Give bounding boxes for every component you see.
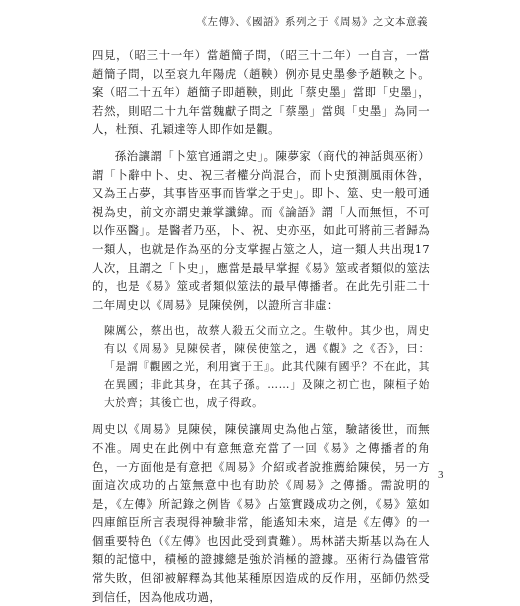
main-text [92, 46, 430, 606]
paragraph-2: 孫治讓謂「卜筮官通謂之史」。陳夢家（商代的神話與巫術）謂「卜辭中卜、史、祝三者權分尚混合，而卜史預測風雨休咎，又為王占夢，其事皆巫事而皆掌之于史」。即卜、筮、史一般可通視為史，前文亦謂史兼掌讖緯。而《論語》謂「人而無恒，不可以作巫醫」。是醫者乃巫，卜、祝、史亦巫，如此可將前三者歸為一類人，也就是作為巫的分支掌握占筮之人，這一類人共出現17人次，且謂之「卜史」，應當是最早掌握《易》筮或者類似的筮法的，也是《易》筮或者類似筮法的最早傳播者。在此先引莊二十二年周史以《周易》見陳侯例，以證所言非虛： [92, 148, 430, 312]
paragraph-3: 周史以《周易》見陳侯，陳侯讓周史為他占筮，驗諸後世，而無不准。周史在此例中有意無意充當了一回《易》之傳播者的角色，一方面他是有意把《周易》介紹或者說推薦給陳侯，另一方面這次成功的占筮無意中也有助於《周易》之傳播。需說明的是，《左傳》所記錄之例皆《易》占筮實踐成功之例，《易》筮如四庫館臣所言表現得神驗非常，能遙知未來，這是《左傳》的一個重要特色（《左傳》也因此受到責難）。馬林諾夫斯基以為在人類的記憶中，積極的證據總是強於消極的證據。巫術行為儘管常常失敗，但卻被解釋為其他某種原因造成的反作用，巫師仍然受到信任，因為他成功過， [92, 422, 430, 604]
page-number: 3 [438, 469, 444, 481]
running-header: 《左傳》、《國語》系列之于《周易》之文本意義 [196, 16, 428, 28]
block-quotation [104, 322, 430, 412]
quotation-text: 陳厲公，蔡出也，故蔡人殺五父而立之。生敬仲。其少也，周史有以《周易》見陳侯者，陳侯使筮之，遇《觀》之《否》，曰：「是謂『觀國之光，利用賓于王』。此其代陳有國乎？不在此，其在異國；非此其身，在其子孫。……」及陳之初亡也，陳桓子始大於齊；其後亡也，成子得政。 [104, 324, 430, 410]
paragraph-1: 四見，（昭三十一年）當趙簡子問，（昭三十二年）一自言，一當趙簡子問，以至哀九年陽虎（趙鞅）例亦見史墨參予趙鞅之卜。案（昭二十五年）趙簡子即趙鞅，則此「蔡史墨」當即「史墨」，若然，則昭二十九年當魏獻子問之「蔡墨」當與「史墨」為同一人，杜預、孔穎達等人即作如是觀。 [92, 48, 430, 137]
